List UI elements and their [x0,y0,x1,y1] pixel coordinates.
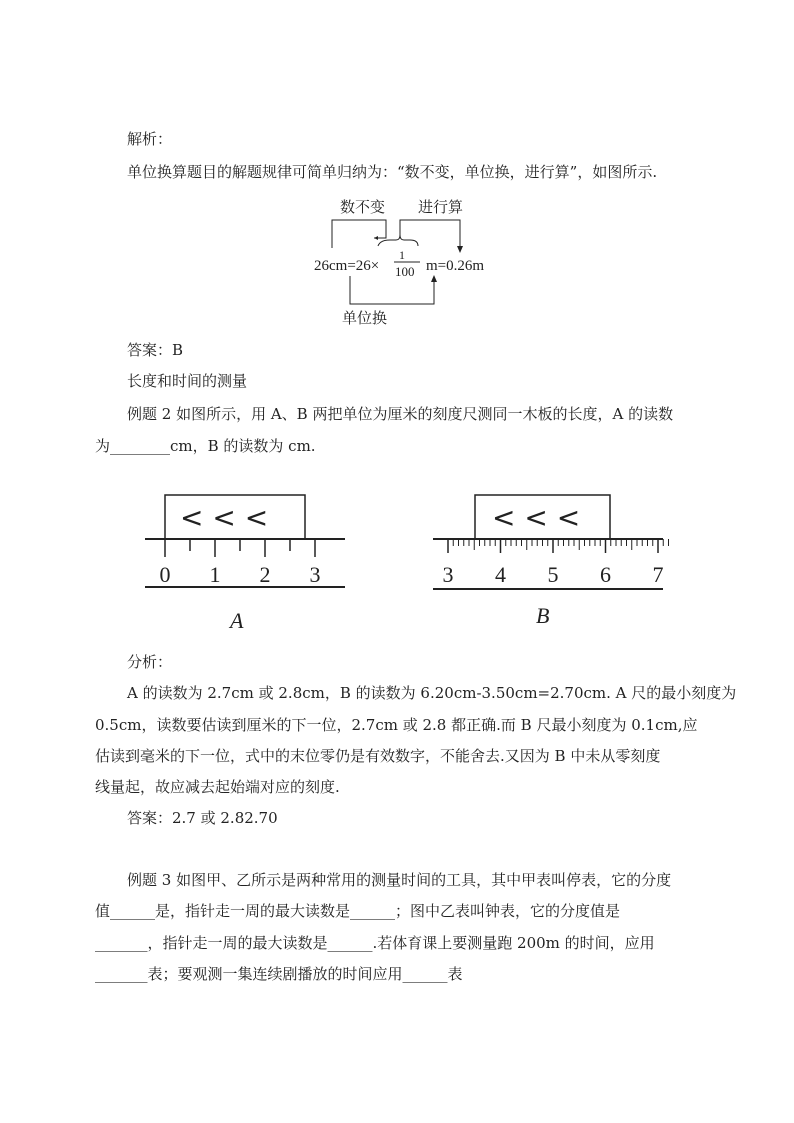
ruler-a-labels [160,562,321,587]
arrow-dan-wei-huan [431,275,437,282]
ruler-b-name: B [536,603,550,628]
answer-2: 答案：2.7 或 2.82.70 [127,809,278,827]
heading-jiexi: 解析： [127,130,173,148]
answer-1: 答案：B [127,341,184,359]
brace-fraction [378,235,418,246]
example-2-line-2: 为________cm，B 的读数为 cm. [95,437,316,455]
equation-left: 26cm=26× [314,258,380,274]
rule-text: 单位换算题目的解题规律可简单归纳为：“数不变，单位换，进行算”，如图所示. [127,163,658,181]
arrow-jin-xing-suan [457,246,463,253]
ruler-b-figure [430,490,670,635]
ruler-b-tick-label: 5 [547,562,559,587]
section-title: 长度和时间的测量 [127,372,248,390]
ruler-b-tick-label: 4 [495,562,506,587]
ruler-a-tick-label: 0 [159,562,171,587]
ruler-b-tick-label: 3 [442,562,454,587]
board-a-arrows: < < < [180,501,269,534]
analysis-line-2: 0.5cm，读数要估读到厘米的下一位，2.7cm 或 2.8 都正确.而 B 尺最小刻度为 0.1cm,应 [95,716,698,734]
ruler-a-tick-label: 2 [259,562,271,587]
board-b-arrows: < < < [492,501,581,534]
ruler-a-tick-label: 1 [209,562,221,587]
ruler-a-name: A [230,608,244,633]
analysis-line-3: 估读到毫米的下一位，式中的末位零仍是有效数字，不能舍去.又因为 B 中未从零刻度 [95,747,661,765]
arrow-shu-bu-bian [374,236,378,240]
unit-conversion-diagram [300,190,540,335]
analysis-line-4: 线量起，故应减去起始端对应的刻度. [95,778,340,796]
bracket-dan-wei-huan [350,276,434,304]
analysis-line-1: A 的读数为 2.7cm 或 2.8cm，B 的读数为 6.20cm-3.50cm=2.70cm. A 尺的最小刻度为 [127,684,737,702]
example-3-line-2: 值______是，指针走一周的最大读数是______；图中乙表叫钟表，它的分度值是 [95,902,621,920]
ruler-b-labels [443,562,664,587]
ruler-b-tick-label: 7 [652,562,664,587]
example-3-line-1: 例题 3 如图甲、乙所示是两种常用的测量时间的工具，其中甲表叫停表，它的分度 [127,871,672,889]
bracket-jin-xing-suan [400,220,460,248]
example-2-line-1: 例题 2 如图所示，用 A、B 两把单位为厘米的刻度尺测同一木板的长度，A 的读数 [127,405,674,423]
bracket-shu-bu-bian [332,220,386,248]
equation-right: m=0.26m [426,258,485,274]
ruler-b-tick-label: 6 [600,562,611,587]
ruler-a-tick-label: 3 [309,562,321,587]
label-jin-xing-suan: 进行算 [418,198,464,216]
fraction-numerator: 1 [399,248,405,262]
ruler-a-ticks [165,539,315,557]
analysis-heading: 分析： [127,653,173,671]
ruler-b-ticks [448,539,669,553]
ruler-a-figure [140,490,355,635]
example-3-line-3: _______，指针走一周的最大读数是______.若体育课上要测量跑 200m 的时间，应用 [95,934,655,952]
label-dan-wei-huan: 单位换 [342,309,388,327]
label-shu-bu-bian: 数不变 [340,198,386,216]
example-3-line-4: _______表；要观测一集连续剧播放的时间应用______表 [95,965,463,983]
fraction-denominator: 100 [395,264,415,279]
